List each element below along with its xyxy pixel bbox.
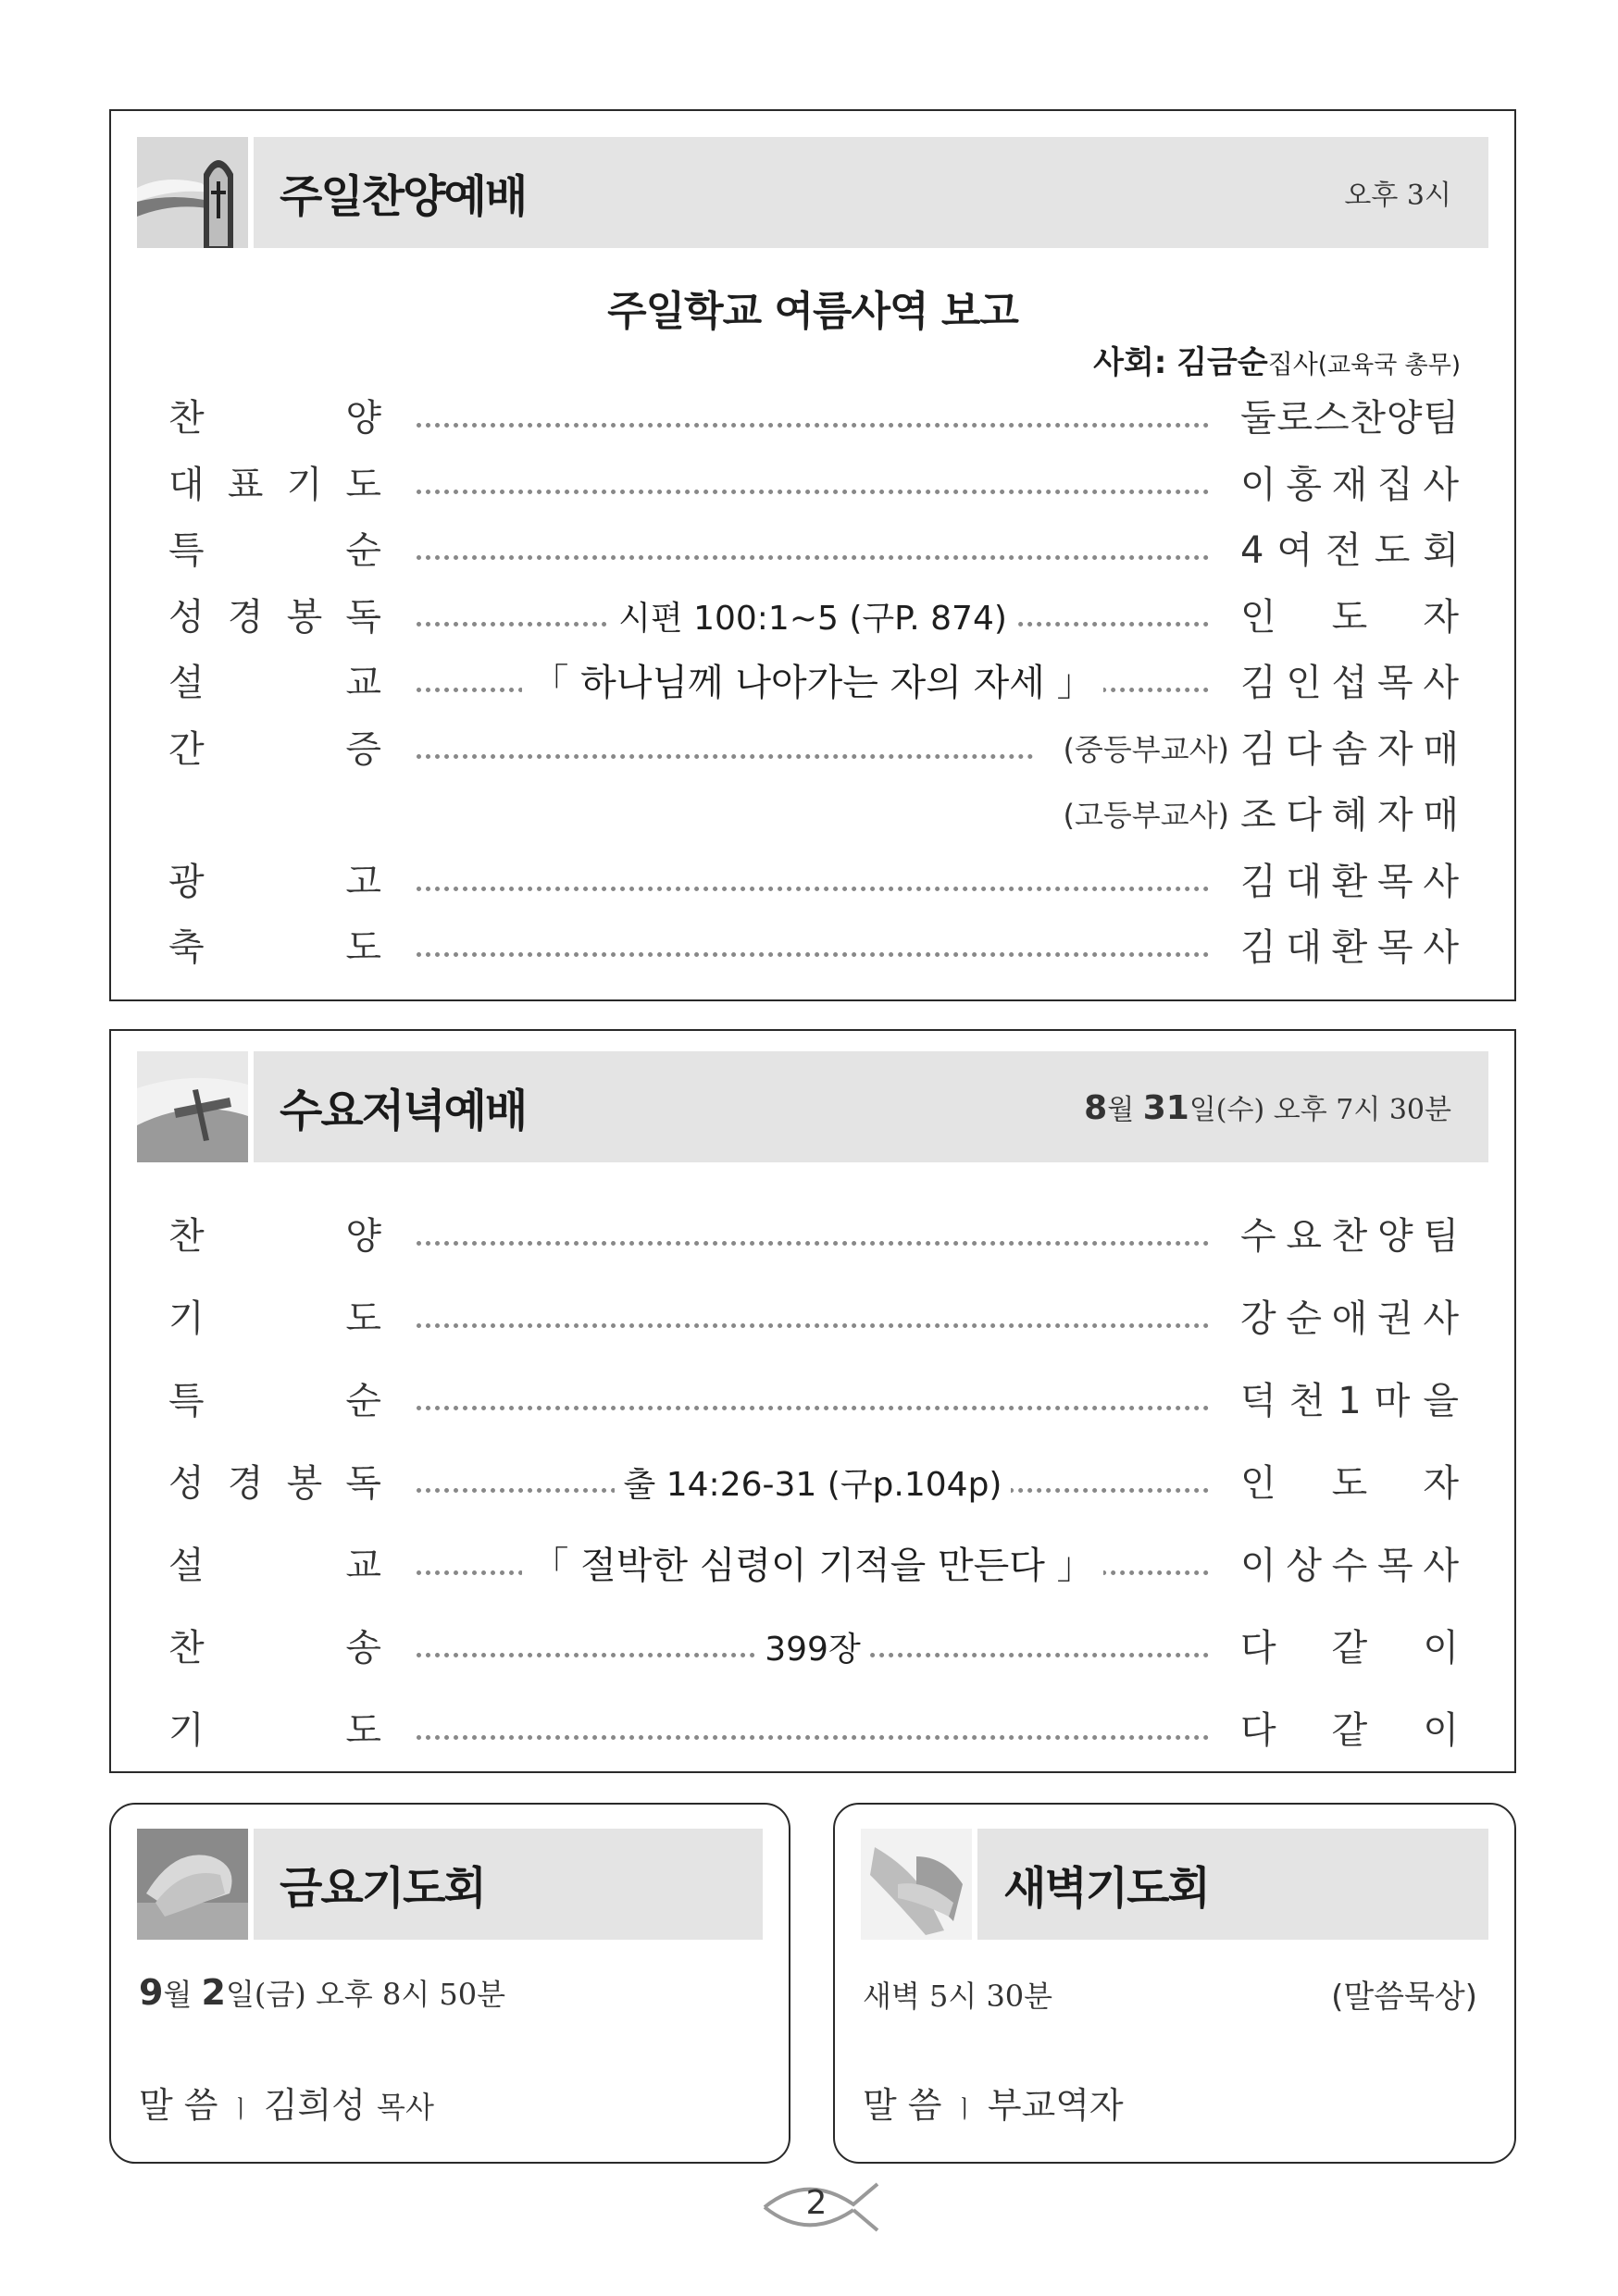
wednesday-day: 31 [1142,1089,1189,1127]
dawn-word-sep: ㅣ [952,2096,977,2124]
order-label: 설 교 [168,662,381,704]
wednesday-order-row [111,1620,1514,1676]
dawn-title: 새벽기도회 [1003,1862,1209,1915]
praying-hands-photo [137,1829,248,1940]
dawn-word [863,2077,1124,2128]
friday-speaker: 김희성 [263,2085,366,2126]
order-label: 기 도 [168,1709,381,1752]
order-person: 4 여 전 도 회 [1240,529,1459,572]
order-person: 이 상 수 목 사 [1240,1545,1459,1587]
dotted-leader [417,423,1209,428]
sunday-order-row [111,391,1514,446]
order-person: 강 순 애 권 사 [1240,1297,1459,1340]
sunday-order-row [111,590,1514,645]
friday-prayer-box [109,1803,790,2164]
order-label: 대 표 기 도 [168,463,381,506]
bible-cross-photo [137,137,248,248]
dawn-time: 새벽 5시 30분 [863,1979,1053,2014]
dawn-title-bar [977,1829,1488,1940]
order-person: 수 요 찬 양 팀 [1240,1215,1459,1258]
order-label: 성 경 봉 독 [168,595,381,639]
dotted-leader [417,1241,1209,1246]
wednesday-title-bar [254,1051,1488,1162]
order-person: 인 도 자 [1240,1462,1459,1505]
friday-title: 금요기도회 [280,1862,485,1915]
order-content-text: 시편 100:1~5 (구P. 874) [609,600,1016,638]
order-person: 이 홍 재 집 사 [1240,463,1459,506]
host-name: 김금순 [1176,344,1268,381]
order-person: 덕 천 1 마 을 [1240,1380,1459,1422]
order-person: 다 같 이 [1240,1709,1459,1752]
friday-word [139,2077,434,2128]
order-label: 성 경 봉 독 [168,1462,381,1505]
order-label: 설 교 [168,1545,381,1587]
sunday-service-box [109,109,1516,1001]
order-label: 찬 양 [168,397,381,440]
order-person: 김 인 섭 목 사 [1240,662,1459,704]
order-person: 다 같 이 [1240,1627,1459,1669]
order-label: 기 도 [168,1297,381,1340]
wednesday-month-unit: 월 [1107,1094,1135,1126]
order-content [417,1620,1209,1678]
sunday-order-row [111,788,1514,843]
order-person: 김 대 환 목 사 [1240,860,1459,903]
order-label: 찬 양 [168,1215,381,1258]
sunday-title-bar [254,137,1488,248]
wednesday-header [137,1051,1488,1162]
sunday-time: 오후 3시 [1344,180,1451,212]
order-person: 조 다 혜 자 매 [1240,794,1459,837]
friday-header [137,1829,763,1940]
wednesday-order-row [111,1456,1514,1511]
host-role: 집사 [1267,349,1318,379]
order-content [417,590,1209,647]
order-label: 광 고 [168,860,381,903]
order-content-text: 「 절박한 심령이 기적을 만든다 」 [522,1545,1102,1587]
order-label: 간 증 [168,727,381,771]
wednesday-month: 8 [1084,1089,1108,1127]
dotted-leader [417,754,1033,759]
sunday-order-row [111,722,1514,777]
dotted-leader [417,1735,1209,1740]
wednesday-order-row [111,1538,1514,1594]
order-note: (중등부교사) [1063,731,1229,767]
order-content [417,1456,1209,1513]
sunday-subtitle: 주일학교 여름사역 보고 [607,288,1018,335]
sunday-title: 주일찬양예배 [280,170,527,223]
dawn-speaker: 부교역자 [987,2085,1124,2126]
sunday-host [1093,337,1461,382]
friday-word-label: 말 씀 [139,2085,218,2126]
dotted-leader [417,555,1209,560]
sunday-order-row [111,523,1514,578]
order-content-text: 399장 [755,1631,870,1669]
sunday-order-row [111,655,1514,711]
wednesday-order-row [111,1373,1514,1429]
order-person: 김 대 환 목 사 [1240,926,1459,969]
wednesday-order-row [111,1291,1514,1347]
order-label: 특 순 [168,1380,381,1422]
sunday-order-row [111,920,1514,975]
page-number-fish [761,2177,881,2238]
sunday-order-row [111,854,1514,910]
dotted-leader [417,1406,1209,1410]
wednesday-time-rest: 일(수) 오후 7시 30분 [1189,1094,1451,1126]
order-person: 인 도 자 [1240,595,1459,639]
friday-title-bar [254,1829,763,1940]
wednesday-title: 수요저녁예배 [280,1085,527,1137]
wednesday-order-row [111,1703,1514,1758]
wednesday-service-box [109,1029,1516,1773]
order-content-text: 출 14:26-31 (구p.104p) [615,1466,1012,1504]
host-note: (교육국 총무) [1317,352,1461,379]
friday-date-rest: 일(금) 오후 8시 50분 [226,1977,506,2012]
order-person: 김 다 솜 자 매 [1240,727,1459,771]
dotted-leader [417,490,1209,494]
host-label: 사회: [1093,344,1167,381]
dotted-leader [417,1323,1209,1328]
order-label: 특 순 [168,529,381,572]
dawn-header [861,1829,1488,1940]
dotted-leader [417,952,1209,957]
cross-on-bible-photo [137,1051,248,1162]
folded-hands-photo [861,1829,972,1940]
friday-date [139,1971,505,2014]
friday-word-sep: ㅣ [229,2096,253,2124]
friday-speaker-role: 목사 [377,2090,434,2125]
friday-day: 2 [201,1972,226,2013]
dawn-note: (말씀묵상) [1331,1979,1477,2016]
order-person: 둘 로 스 찬 양 팀 [1240,397,1459,440]
order-note: (고등부교사) [1063,798,1229,833]
sunday-order-row [111,457,1514,513]
order-label: 찬 송 [168,1627,381,1669]
dawn-word-label: 말 씀 [863,2085,942,2126]
order-content-text: 「 하나님께 나아가는 자의 자세 」 [522,662,1102,704]
sunday-header [137,137,1488,248]
friday-month: 9 [139,1972,164,2013]
dotted-leader [417,887,1209,891]
page-number: 2 [805,2184,828,2222]
order-content [417,655,1209,711]
wednesday-order-row [111,1209,1514,1264]
order-label: 축 도 [168,926,381,969]
dawn-prayer-box [833,1803,1516,2164]
order-content [417,1538,1209,1594]
friday-month-unit: 월 [163,1977,193,2012]
wednesday-time [1084,1086,1451,1127]
